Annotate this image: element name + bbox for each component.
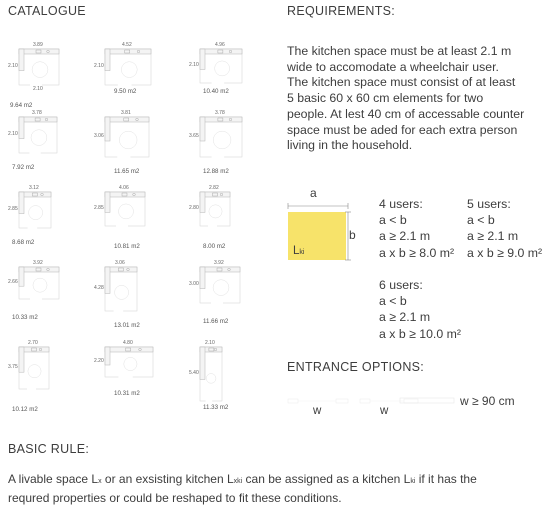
- requirements-line: living in the household.: [287, 138, 413, 153]
- kitchen-plan: [199, 191, 233, 229]
- condition-line: a ≥ 2.1 m: [467, 229, 519, 244]
- kitchen-area-label: 12.88 m2: [203, 168, 229, 175]
- kitchen-area-label: 8.68 m2: [12, 239, 35, 246]
- kitchen-width-label: 3.12: [29, 185, 39, 191]
- kitchen-width-label: 3.92: [33, 260, 43, 266]
- kitchen-width-label: 4.06: [119, 185, 129, 191]
- kitchen-width-label: 2.10: [205, 340, 215, 346]
- kitchen-thumbnail: [8, 42, 88, 114]
- kitchen-area-label: 13.01 m2: [114, 322, 140, 329]
- kitchen-depth-label: 2.10: [189, 62, 199, 68]
- kitchen-depth-label: 3.00: [189, 281, 199, 287]
- kitchen-plan: [18, 116, 60, 156]
- six-users-conditions: [379, 278, 461, 342]
- kitchen-plan: [18, 48, 62, 88]
- kitchen-space-label: Lki: [293, 245, 305, 257]
- kitchen-area-label: 10.12 m2: [12, 406, 38, 413]
- entrance-w-label-2: w: [380, 405, 389, 417]
- kitchen-width-label: 3.81: [121, 110, 131, 116]
- dimension-label-a: a: [310, 186, 317, 200]
- kitchen-thumbnail: [94, 260, 174, 332]
- kitchen-width-label: 4.80: [123, 340, 133, 346]
- kitchen-plan: [18, 346, 52, 392]
- kitchen-plan: [104, 48, 154, 88]
- basic-rule-text: [8, 471, 548, 506]
- basic-rule-line-2: requred properties or could be reshaped to fit these conditions.: [8, 491, 342, 505]
- four-users-conditions: [379, 197, 454, 261]
- kitchen-width-label: 4.52: [122, 42, 132, 48]
- entrance-w-label-1: w: [313, 405, 322, 417]
- kitchen-depth-label: 2.20: [94, 358, 104, 364]
- kitchen-depth-label: 3.65: [189, 133, 199, 139]
- requirements-line: people. At lest 40 cm of accessable counter: [287, 106, 525, 121]
- kitchen-thumbnail: [94, 340, 174, 412]
- kitchen-area-label: 11.65 m2: [114, 168, 140, 175]
- kitchen-width-label: 2.82: [209, 185, 219, 191]
- requirements-line: The kitchen space must be at least 2.1 m: [287, 44, 512, 58]
- kitchen-width-label: 3.78: [32, 110, 42, 116]
- condition-line: a < b: [467, 213, 495, 227]
- kitchen-depth-label: 5.40: [189, 370, 199, 376]
- kitchen-plan: [199, 48, 245, 86]
- kitchen-depth-label: 2.10: [94, 63, 104, 69]
- kitchen-area-label: 10.31 m2: [114, 390, 140, 397]
- requirements-line: wide to accomodate a wheelchair user.: [287, 59, 499, 74]
- kitchen-depth-label: 3.06: [94, 133, 104, 139]
- condition-line: a < b: [379, 213, 407, 227]
- kitchen-depth-label: 4.28: [94, 285, 104, 291]
- kitchen-plan: [18, 266, 62, 302]
- kitchen-space-box: [288, 212, 346, 260]
- condition-line: a < b: [379, 294, 407, 308]
- basic-rule-title: BASIC RULE:: [8, 442, 90, 456]
- kitchen-area-label: 7.92 m2: [12, 164, 35, 171]
- kitchen-thumbnail: [183, 340, 263, 412]
- kitchen-area-label: 9.64 m2: [10, 102, 33, 109]
- entrance-option-3: [400, 397, 456, 407]
- condition-line: a ≥ 2.1 m: [379, 310, 431, 325]
- kitchen-area-label: 8.00 m2: [203, 243, 226, 250]
- requirements-line: The kitchen space must consist of at least: [287, 75, 516, 90]
- kitchen-plan: [104, 346, 156, 380]
- kitchen-depth-label: 2.10: [8, 131, 18, 137]
- entrance-title: ENTRANCE OPTIONS:: [287, 360, 425, 374]
- kitchen-depth-label: 2.80: [189, 205, 199, 211]
- kitchen-plan: [199, 346, 225, 404]
- requirements-line: 5 basic 60 x 60 cm elements for two: [287, 91, 484, 106]
- kitchen-thumbnail: [94, 42, 174, 114]
- requirements-title: REQUIREMENTS:: [287, 4, 396, 18]
- kitchen-extra-dim-label: 2.10: [33, 86, 43, 92]
- kitchen-area-label: 11.33 m2: [203, 404, 229, 411]
- kitchen-depth-label: 2.66: [8, 279, 18, 285]
- six-users-title: 6 users:: [379, 278, 423, 292]
- kitchen-thumbnail: [94, 185, 174, 257]
- basic-rule-line-1: A livable space Lx or an exsisting kitchen Lxki can be assigned as a kitchen Lki if it has the: [8, 472, 477, 486]
- kitchen-thumbnail: [8, 260, 88, 332]
- kitchen-thumbnail: [183, 185, 263, 257]
- kitchen-thumbnail: [183, 42, 263, 114]
- kitchen-area-label: 10.81 m2: [114, 243, 140, 250]
- kitchen-thumbnail: [8, 185, 88, 257]
- five-users-conditions: [467, 197, 542, 261]
- kitchen-area-label: 10.33 m2: [12, 314, 38, 321]
- kitchen-plan: [18, 191, 54, 231]
- kitchen-thumbnail: [8, 110, 88, 182]
- kitchen-depth-label: 2.10: [8, 63, 18, 69]
- kitchen-plan: [199, 116, 245, 160]
- condition-line: a ≥ 2.1 m: [379, 229, 431, 244]
- kitchen-plan: [199, 266, 243, 306]
- requirements-line: space must be aded for each extra person: [287, 122, 518, 137]
- kitchen-depth-label: 2.85: [8, 206, 18, 212]
- kitchen-width-label: 3.89: [33, 42, 43, 48]
- kitchen-plan: [104, 191, 148, 229]
- kitchen-width-label: 3.06: [115, 260, 125, 266]
- kitchen-area-label: 9.50 m2: [114, 88, 137, 95]
- kitchen-plan: [104, 116, 152, 160]
- condition-line: a x b ≥ 10.0 m²: [379, 326, 461, 341]
- entrance-width-rule: w ≥ 90 cm: [460, 394, 515, 408]
- dimension-label-b: b: [349, 228, 356, 242]
- kitchen-plan: [104, 266, 140, 314]
- kitchen-area-label: 11.66 m2: [203, 318, 229, 325]
- kitchen-depth-label: 3.75: [8, 364, 18, 370]
- requirements-text: [287, 44, 524, 154]
- kitchen-thumbnail: [94, 110, 174, 182]
- kitchen-thumbnail: [183, 260, 263, 332]
- kitchen-width-label: 3.92: [214, 260, 224, 266]
- kitchen-thumbnail: [183, 110, 263, 182]
- kitchen-depth-label: 2.85: [94, 205, 104, 211]
- kitchen-area-label: 10.40 m2: [203, 88, 229, 95]
- catalogue-title: CATALOGUE: [8, 4, 86, 18]
- four-users-title: 4 users:: [379, 197, 423, 211]
- five-users-title: 5 users:: [467, 197, 511, 211]
- condition-line: a x b ≥ 8.0 m²: [379, 245, 455, 260]
- kitchen-width-label: 4.96: [215, 42, 225, 48]
- kitchen-width-label: 3.78: [215, 110, 225, 116]
- condition-line: a x b ≥ 9.0 m²: [467, 245, 543, 260]
- kitchen-thumbnail: [8, 340, 88, 412]
- kitchen-width-label: 2.70: [28, 340, 38, 346]
- dimension-arrow-a: [287, 203, 349, 209]
